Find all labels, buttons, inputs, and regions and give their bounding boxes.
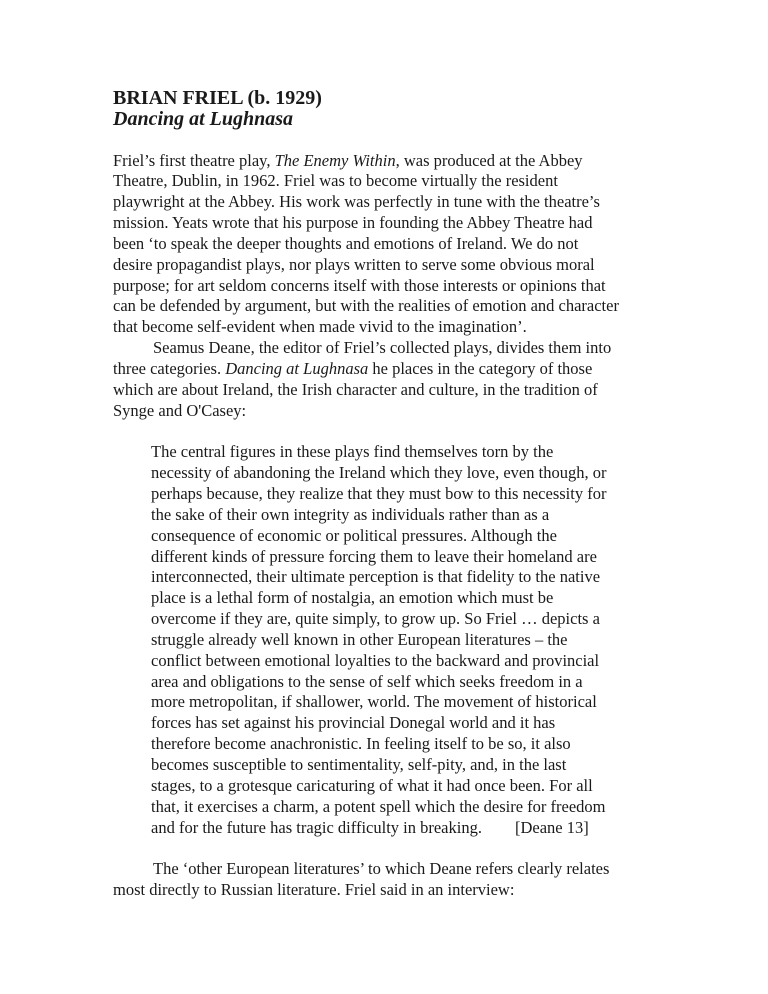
text-line [113, 380, 710, 401]
spacer [113, 838, 710, 859]
text-line [151, 776, 710, 797]
text-run: mission. Yeats wrote that his purpose in founding the Abbey Theatre had [113, 213, 593, 233]
text-run: perhaps because, they realize that they must bow to this necessity for [151, 484, 607, 504]
italic-text-run: Dancing at Lughnasa [225, 358, 369, 378]
text-line [151, 797, 710, 818]
intro-paragraph [113, 151, 710, 422]
text-run: forces has set against his provincial Donegal world and it has [151, 713, 556, 733]
text-line [151, 588, 710, 609]
spacer [113, 130, 710, 151]
text-line [113, 338, 710, 359]
text-run: that, it exercises a charm, a potent spell which the desire for freedom [151, 796, 606, 816]
text-run: , was produced at the Abbey [395, 150, 583, 170]
text-run: desire propagandist plays, nor plays written to serve some obvious moral [113, 254, 595, 274]
text-run: consequence of economic or political pressures. Although the [151, 525, 557, 545]
text-run: can be defended by argument, but with the realities of emotion and character [113, 296, 619, 316]
text-line [113, 234, 710, 255]
text-run: Theatre, Dublin, in 1962. Friel was to become virtually the resident [113, 171, 558, 191]
text-line [151, 651, 710, 672]
text-line [151, 672, 710, 693]
text-line [151, 713, 710, 734]
text-run: Friel’s first theatre play, [113, 150, 275, 170]
text-line [151, 547, 710, 568]
text-line [151, 567, 710, 588]
text-run: necessity of abandoning the Ireland which they love, even though, or [151, 463, 607, 483]
text-run: becomes susceptible to sentimentality, self-pity, and, in the last [151, 755, 567, 774]
text-run: interconnected, their ultimate perception is that fidelity to the native [151, 567, 601, 587]
text-run: he places in the category of those [368, 358, 593, 378]
text-run: most directly to Russian literature. Friel said in an interview: [113, 880, 515, 900]
text-run: therefore become anachronistic. In feeling itself to be so, it also [151, 734, 571, 754]
text-line [151, 609, 710, 630]
text-run: Synge and O'Casey: [113, 400, 247, 420]
text-run: place is a lethal form of nostalgia, an emotion which must be [151, 588, 554, 608]
text-line [113, 213, 710, 234]
text-run: been ‘to speak the deeper thoughts and emotions of Ireland. We do not [113, 233, 579, 253]
text-line [151, 755, 710, 776]
author-heading: BRIAN FRIEL (b. 1929) [113, 87, 322, 109]
text-line [113, 359, 710, 380]
text-run: three categories. [113, 358, 226, 378]
text-run: overcome if they are, quite simply, to grow up. So Friel … depicts a [151, 609, 600, 629]
text-run: The central figures in these plays find themselves torn by the [151, 442, 554, 462]
text-line [113, 276, 710, 297]
italic-text-run: The Enemy Within [274, 150, 396, 170]
text-run: struggle already well known in other European literatures – the [151, 629, 568, 649]
text-run: conflict between emotional loyalties to the backward and provincial [151, 650, 600, 670]
text-run: which are about Ireland, the Irish character and culture, in the tradition of [113, 379, 598, 399]
closing-paragraph [113, 859, 710, 901]
text-line [151, 692, 710, 713]
text-run: more metropolitan, if shallower, world. The movement of historical [151, 692, 597, 712]
text-line [151, 818, 710, 839]
deane-block-quotation [151, 442, 710, 838]
text-line [113, 401, 710, 422]
text-run: The ‘other European literatures’ to which Deane refers clearly relates [153, 859, 610, 879]
text-line [113, 880, 710, 901]
text-run: the sake of their own integrity as individuals rather than as a [151, 504, 550, 524]
work-title-heading: Dancing at Lughnasa [113, 107, 294, 130]
text-run: Seamus Deane, the editor of Friel’s collected plays, divides them into [153, 338, 612, 358]
text-run: area and obligations to the sense of self which seeks freedom in a [151, 671, 583, 691]
text-line [151, 734, 710, 755]
text-line [113, 317, 710, 338]
text-line [113, 171, 710, 192]
text-run: that become self-evident when made vivid to the imagination’. [113, 317, 527, 337]
text-line [113, 255, 710, 276]
text-line [151, 442, 710, 463]
text-line [113, 192, 710, 213]
text-line [151, 630, 710, 651]
text-line [113, 151, 710, 172]
text-run: playwright at the Abbey. His work was perfectly in tune with the theatre’s [113, 192, 600, 212]
text-run: purpose; for art seldom concerns itself with those interests or opinions that [113, 275, 606, 295]
text-line [151, 463, 710, 484]
text-run: different kinds of pressure forcing them to leave their homeland are [151, 546, 597, 566]
text-line [113, 859, 710, 880]
text-run: stages, to a grotesque caricaturing of what it had once been. For all [151, 775, 593, 795]
text-line [151, 484, 710, 505]
text-line [113, 296, 710, 317]
text-line [151, 505, 710, 526]
spacer [113, 422, 710, 443]
text-run: and for the future has tragic difficulty in breaking. [Deane 13] [151, 817, 589, 837]
text-line [151, 526, 710, 547]
